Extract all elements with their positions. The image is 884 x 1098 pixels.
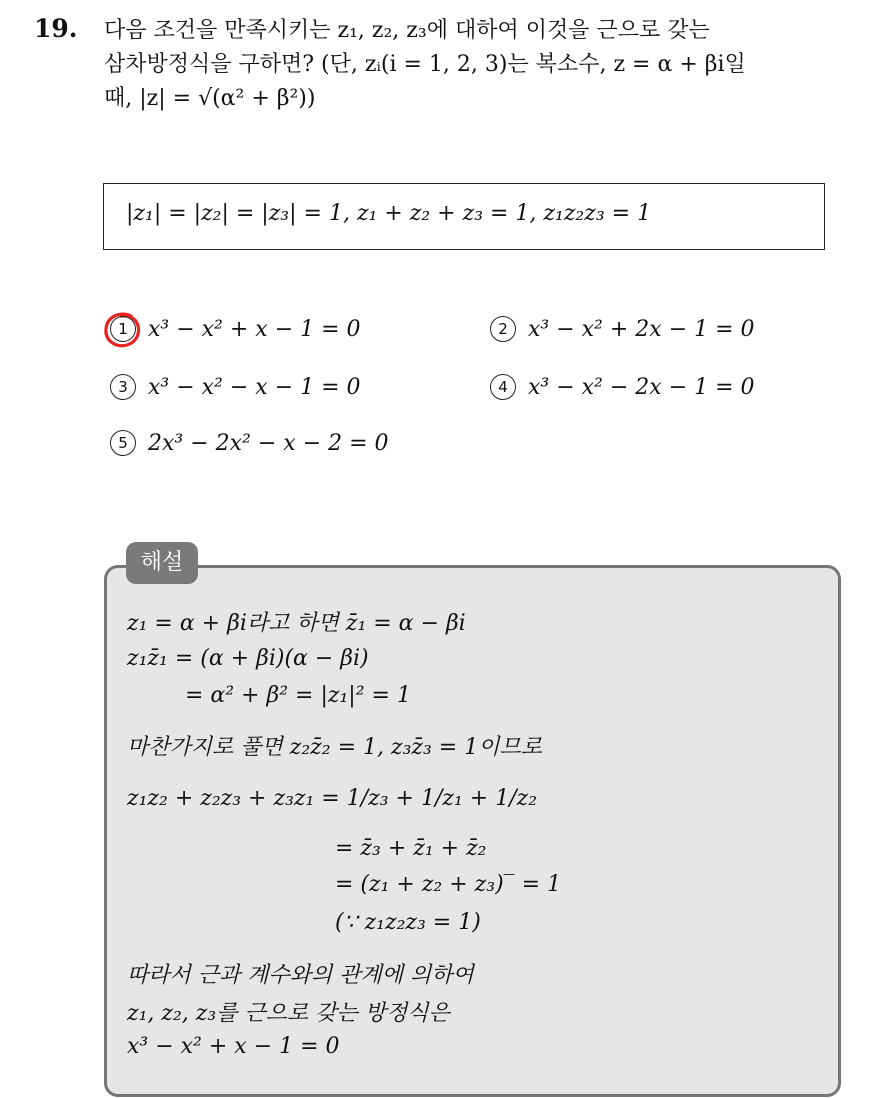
solution-line-2: z₁z̄₁ = (α + βi)(α − βi) bbox=[127, 646, 369, 671]
choice-5-marker: 5 bbox=[110, 430, 136, 456]
question-line-2: 삼차방정식을 구하면? (단, zᵢ(i = 1, 2, 3)는 복소수, z = α + βi일 bbox=[104, 52, 746, 77]
question-line-1: 다음 조건을 만족시키는 z₁, z₂, z₃에 대하여 이것을 근으로 갖는 bbox=[104, 18, 710, 43]
question-line-3: 때, |z| = √(α² + β²)) bbox=[104, 86, 316, 111]
solution-line-10: z₁, z₂, z₃를 근으로 갖는 방정식은 bbox=[127, 1001, 450, 1026]
choice-5-text: 2x³ − 2x² − x − 2 = 0 bbox=[148, 431, 389, 456]
solution-line-5: z₁z₂ + z₂z₃ + z₃z₁ = 1/z₃ + 1/z₁ + 1/z₂ bbox=[127, 786, 538, 811]
choice-1-marker: 1 bbox=[110, 316, 136, 342]
choice-2-text: x³ − x² + 2x − 1 = 0 bbox=[528, 317, 755, 342]
solution-line-3: = α² + β² = |z₁|² = 1 bbox=[185, 683, 411, 708]
solution-line-9: 따라서 근과 계수와의 관계에 의하여 bbox=[127, 963, 474, 988]
choice-1[interactable] bbox=[110, 316, 361, 342]
choice-3[interactable] bbox=[110, 374, 361, 400]
solution-line-6: = z̄₃ + z̄₁ + z̄₂ bbox=[335, 836, 487, 861]
choice-2-marker: 2 bbox=[490, 316, 516, 342]
condition-box bbox=[103, 183, 825, 250]
choice-2[interactable] bbox=[490, 316, 755, 342]
choice-4-text: x³ − x² − 2x − 1 = 0 bbox=[528, 375, 755, 400]
choice-4-marker: 4 bbox=[490, 374, 516, 400]
choice-4[interactable] bbox=[490, 374, 755, 400]
choice-1-text: x³ − x² + x − 1 = 0 bbox=[148, 317, 361, 342]
choice-3-marker: 3 bbox=[110, 374, 136, 400]
question-text bbox=[104, 14, 864, 116]
solution-line-7: = (z₁ + z₂ + z₃)‾ = 1 bbox=[335, 872, 562, 897]
choice-3-text: x³ − x² − x − 1 = 0 bbox=[148, 375, 361, 400]
condition-text: |z₁| = |z₂| = |z₃| = 1, z₁ + z₂ + z₃ = 1, z₁z₂z₃ = 1 bbox=[126, 201, 652, 226]
choice-5[interactable] bbox=[110, 430, 389, 456]
solution-label: 해설 bbox=[126, 542, 198, 584]
solution-line-8: (∵ z₁z₂z₃ = 1) bbox=[335, 910, 481, 935]
solution-line-4: 마찬가지로 풀면 z₂z̄₂ = 1, z₃z̄₃ = 1이므로 bbox=[127, 735, 542, 760]
solution-box bbox=[104, 565, 841, 1097]
solution-line-11: x³ − x² + x − 1 = 0 bbox=[127, 1034, 340, 1059]
question-number: 19. bbox=[34, 14, 78, 43]
solution-line-1: z₁ = α + βi라고 하면 z̄₁ = α − βi bbox=[127, 611, 466, 636]
